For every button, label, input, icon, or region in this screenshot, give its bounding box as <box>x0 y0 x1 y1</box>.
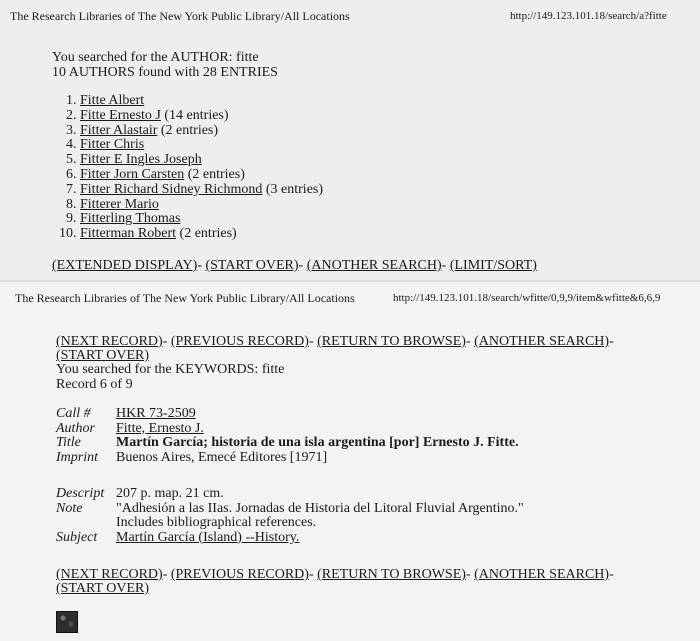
author-link[interactable]: Fitte Albert <box>80 93 145 108</box>
separator: - <box>298 258 307 273</box>
author-link[interactable]: Fitter Alastair <box>80 122 158 138</box>
list-item <box>80 109 323 124</box>
record-fields-1 <box>56 407 519 465</box>
title-label: Title <box>56 435 81 451</box>
separator: - <box>465 567 475 582</box>
list-item <box>80 198 323 213</box>
record-nav-top <box>56 334 614 349</box>
extended-display-link[interactable]: (EXTENDED DISPLAY) <box>52 258 198 273</box>
table-row <box>56 451 519 466</box>
subject-label: Subject <box>56 529 98 545</box>
entry-count: (3 entries) <box>262 181 324 197</box>
table-row <box>56 436 519 451</box>
limit-sort-link[interactable]: (LIMIT/SORT) <box>449 258 537 273</box>
author-label: Author <box>56 420 95 436</box>
separator: - <box>308 334 318 349</box>
previous-record-link[interactable]: (PREVIOUS RECORD) <box>170 334 309 349</box>
table-row <box>56 531 524 546</box>
another-search-link[interactable]: (ANOTHER SEARCH) <box>306 258 442 273</box>
note-label: Note <box>56 500 83 516</box>
note-line: "Adhesión a las IIas. Jornadas de Historia del Litoral Fluvial Argentino." <box>116 500 524 516</box>
start-over-link[interactable]: (START OVER) <box>205 258 299 273</box>
entry-count: (2 entries) <box>157 122 219 138</box>
table-row <box>56 407 519 422</box>
author-link[interactable]: Fitter E Ingles Joseph <box>80 152 202 168</box>
start-over-link[interactable]: (START OVER) <box>56 348 150 363</box>
title-value: Martín García; historia de una isla argentina [por] Ernesto J. Fitte. <box>116 435 519 451</box>
list-item <box>80 168 323 183</box>
note-value <box>116 502 524 531</box>
separator: - <box>162 334 171 349</box>
separator: - <box>465 334 475 349</box>
library-header: The Research Libraries of The New York Public Library/All Locations <box>15 291 355 305</box>
call-number-link[interactable]: HKR 73-2509 <box>116 406 196 421</box>
another-search-link[interactable]: (ANOTHER SEARCH) <box>474 567 610 582</box>
separator: - <box>162 567 171 582</box>
search-summary: You searched for the AUTHOR: fitte <box>52 50 259 65</box>
descript-value: 207 p. map. 21 cm. <box>116 486 224 501</box>
subject-link[interactable]: Martín García (Island) --History. <box>116 529 300 545</box>
entry-count: (2 entries) <box>176 226 237 242</box>
separator: - <box>609 567 614 582</box>
author-list <box>52 94 323 242</box>
author-link[interactable]: Fitterer Mario <box>80 196 159 212</box>
call-label: Call # <box>56 406 91 421</box>
record-position: Record 6 of 9 <box>56 377 133 392</box>
author-link[interactable]: Fitterman Robert <box>80 226 177 242</box>
table-row <box>56 422 519 437</box>
separator: - <box>441 258 450 273</box>
results-count: 10 AUTHORS found with 28 ENTRIES <box>52 65 278 80</box>
record-nav-bottom <box>56 567 614 582</box>
table-row <box>56 502 524 531</box>
list-item <box>80 138 323 153</box>
next-record-link[interactable]: (NEXT RECORD) <box>56 334 163 349</box>
record-nav-top-2 <box>56 348 149 363</box>
list-item <box>80 212 323 227</box>
page1-nav <box>52 258 537 273</box>
previous-record-link[interactable]: (PREVIOUS RECORD) <box>170 567 309 582</box>
imprint-label: Imprint <box>56 449 98 465</box>
entry-count: (14 entries) <box>160 107 229 123</box>
search-summary: You searched for the KEYWORDS: fitte <box>56 362 285 377</box>
library-logo-icon <box>56 611 78 633</box>
start-over-link[interactable]: (START OVER) <box>56 581 150 596</box>
list-item <box>80 124 323 139</box>
separator: - <box>197 258 206 273</box>
separator: - <box>609 334 614 349</box>
note-line: Includes bibliographical references. <box>116 515 317 531</box>
author-link[interactable]: Fitterling Thomas <box>80 211 181 227</box>
record-nav-bottom-2 <box>56 581 149 596</box>
page-url: http://149.123.101.18/search/wfitte/0,9,9/item&wfitte&6,6,9 <box>393 292 661 304</box>
author-link[interactable]: Fitter Jorn Carsten <box>80 166 185 182</box>
entry-count: (2 entries) <box>184 166 245 182</box>
list-item <box>80 153 323 168</box>
imprint-value: Buenos Aires, Emecé Editores [1971] <box>116 449 328 465</box>
author-link[interactable]: Fitter Richard Sidney Richmond <box>80 181 263 197</box>
record-detail-page <box>0 282 700 641</box>
return-to-browse-link[interactable]: (RETURN TO BROWSE) <box>317 334 466 349</box>
author-link[interactable]: Fitte Ernesto J <box>80 107 161 123</box>
table-row <box>56 487 524 502</box>
list-item <box>80 183 323 198</box>
library-header: The Research Libraries of The New York Public Library/All Locations <box>10 9 350 23</box>
record-fields-2 <box>56 487 524 545</box>
author-link[interactable]: Fitte, Ernesto J. <box>116 420 204 436</box>
next-record-link[interactable]: (NEXT RECORD) <box>56 567 163 582</box>
separator: - <box>308 567 318 582</box>
author-search-page <box>0 0 700 280</box>
descript-label: Descript <box>56 486 105 501</box>
author-link[interactable]: Fitter Chris <box>80 137 145 153</box>
another-search-link[interactable]: (ANOTHER SEARCH) <box>474 334 610 349</box>
page-url: http://149.123.101.18/search/a?fitte <box>510 10 667 22</box>
list-item <box>80 227 323 242</box>
list-item <box>80 94 323 109</box>
return-to-browse-link[interactable]: (RETURN TO BROWSE) <box>317 567 466 582</box>
